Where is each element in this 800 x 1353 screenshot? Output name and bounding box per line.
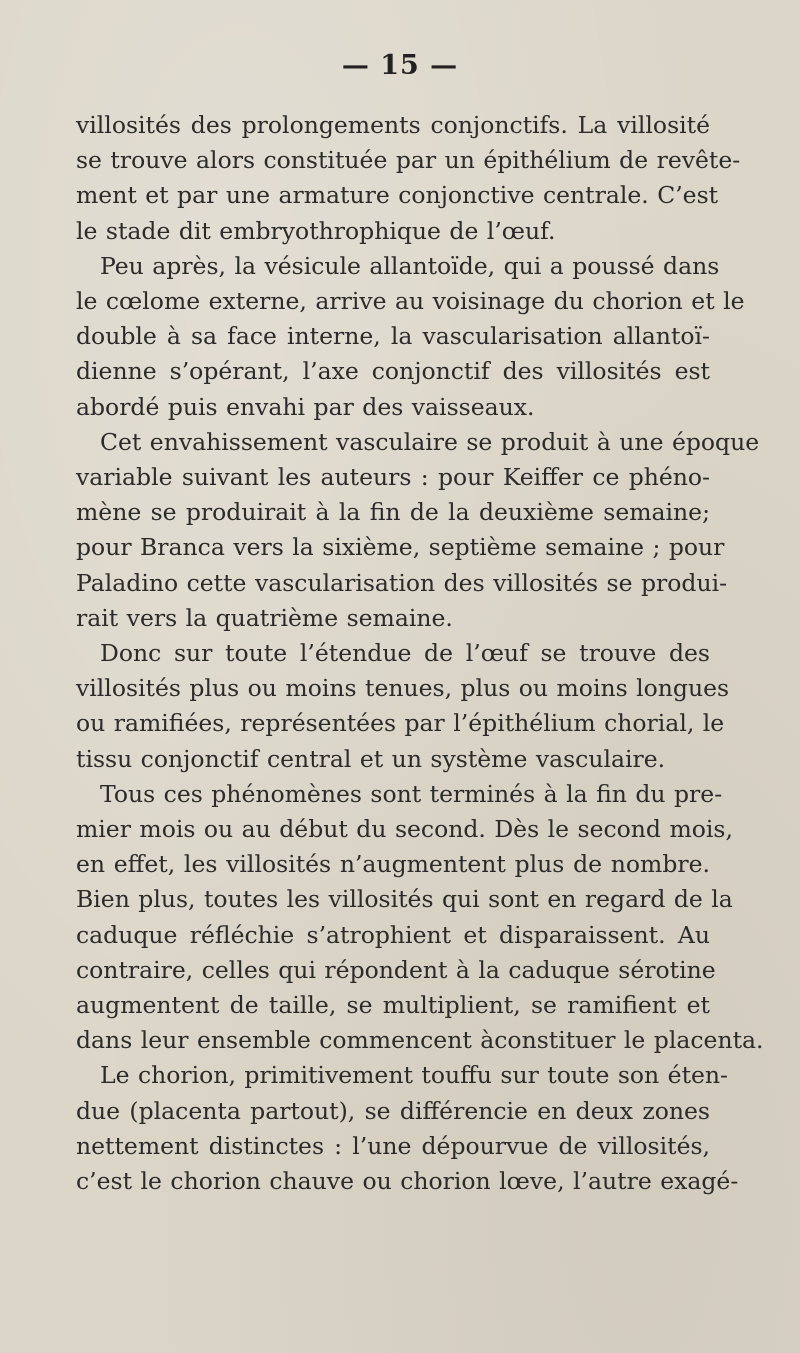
text-line: Bien plus, toutes les villosités qui sont en regard de la — [76, 885, 733, 914]
text-line: abordé puis envahi par des vaisseaux. — [76, 392, 535, 421]
text-line: variable suivant les auteurs : pour Keiffer ce phéno- — [76, 463, 710, 492]
paragraph-2 — [76, 249, 745, 425]
paragraph-6 — [76, 1058, 739, 1199]
text-line: en effet, les villosités n’augmentent plus de nombre. — [76, 850, 710, 879]
text-line: tissu conjonctif central et un système vasculaire. — [76, 744, 666, 773]
text-line: Paladino cette vascularisation des villosités se produi- — [76, 568, 728, 597]
text-line: Donc sur toute l’étendue de l’œuf se trouve des — [100, 639, 710, 668]
text-line: villosités des prolongements conjonctifs. La villosité — [76, 111, 710, 139]
text-line: mène se produirait à la fin de la deuxième semaine; — [76, 498, 710, 527]
text-line: dans leur ensemble commencent àconstituer le placenta. — [76, 1026, 764, 1055]
text-line: Peu après, la vésicule allantoïde, qui a poussé dans — [100, 251, 720, 280]
paragraph-4 — [76, 636, 730, 777]
text-line: double à sa face interne, la vascularisation allantoï- — [76, 322, 710, 351]
text-line: le cœlome externe, arrive au voisinage du chorion et le — [76, 287, 745, 316]
text-line: se trouve alors constituée par un épithélium de revête- — [76, 146, 741, 175]
text-line: contraire, celles qui répondent à la caduque sérotine — [76, 955, 716, 984]
text-line: Tous ces phénomènes sont terminés à la fin du pre- — [100, 779, 723, 808]
text-line: rait vers la quatrième semaine. — [76, 603, 453, 632]
text-line: ment et par une armature conjonctive centrale. C’est — [76, 181, 719, 210]
text-line: ou ramifiées, représentées par l’épithélium chorial, le — [76, 709, 725, 738]
paragraph-3 — [76, 425, 760, 636]
text-line: mier mois ou au début du second. Dès le second mois, — [76, 815, 733, 844]
text-line: c’est le chorion chauve ou chorion lœve, l’autre exagé- — [76, 1167, 739, 1196]
text-line: augmentent de taille, se multiplient, se ramifient et — [76, 991, 710, 1020]
text-line: villosités plus ou moins tenues, plus ou moins longues — [76, 674, 730, 703]
text-line: due (placenta partout), se différencie en deux zones — [76, 1096, 710, 1125]
text-line: dienne s’opérant, l’axe conjonctif des villosités est — [76, 357, 710, 386]
text-line: Le chorion, primitivement touffu sur toute son éten- — [100, 1061, 728, 1090]
text-line: pour Branca vers la sixième, septième semaine ; pour — [76, 533, 725, 562]
text-line: nettement distinctes : l’une dépourvue de villosités, — [76, 1131, 710, 1160]
text-line: caduque réfléchie s’atrophient et disparaissent. Au — [76, 920, 710, 949]
paragraph-1 — [76, 108, 741, 249]
body-text — [76, 108, 764, 1199]
page-number: — 15 — — [341, 50, 459, 81]
text-line: Cet envahissement vasculaire se produit à une époque — [100, 427, 760, 456]
paragraph-5 — [76, 777, 764, 1059]
text-line: le stade dit embryothrophique de l’œuf. — [76, 216, 556, 245]
